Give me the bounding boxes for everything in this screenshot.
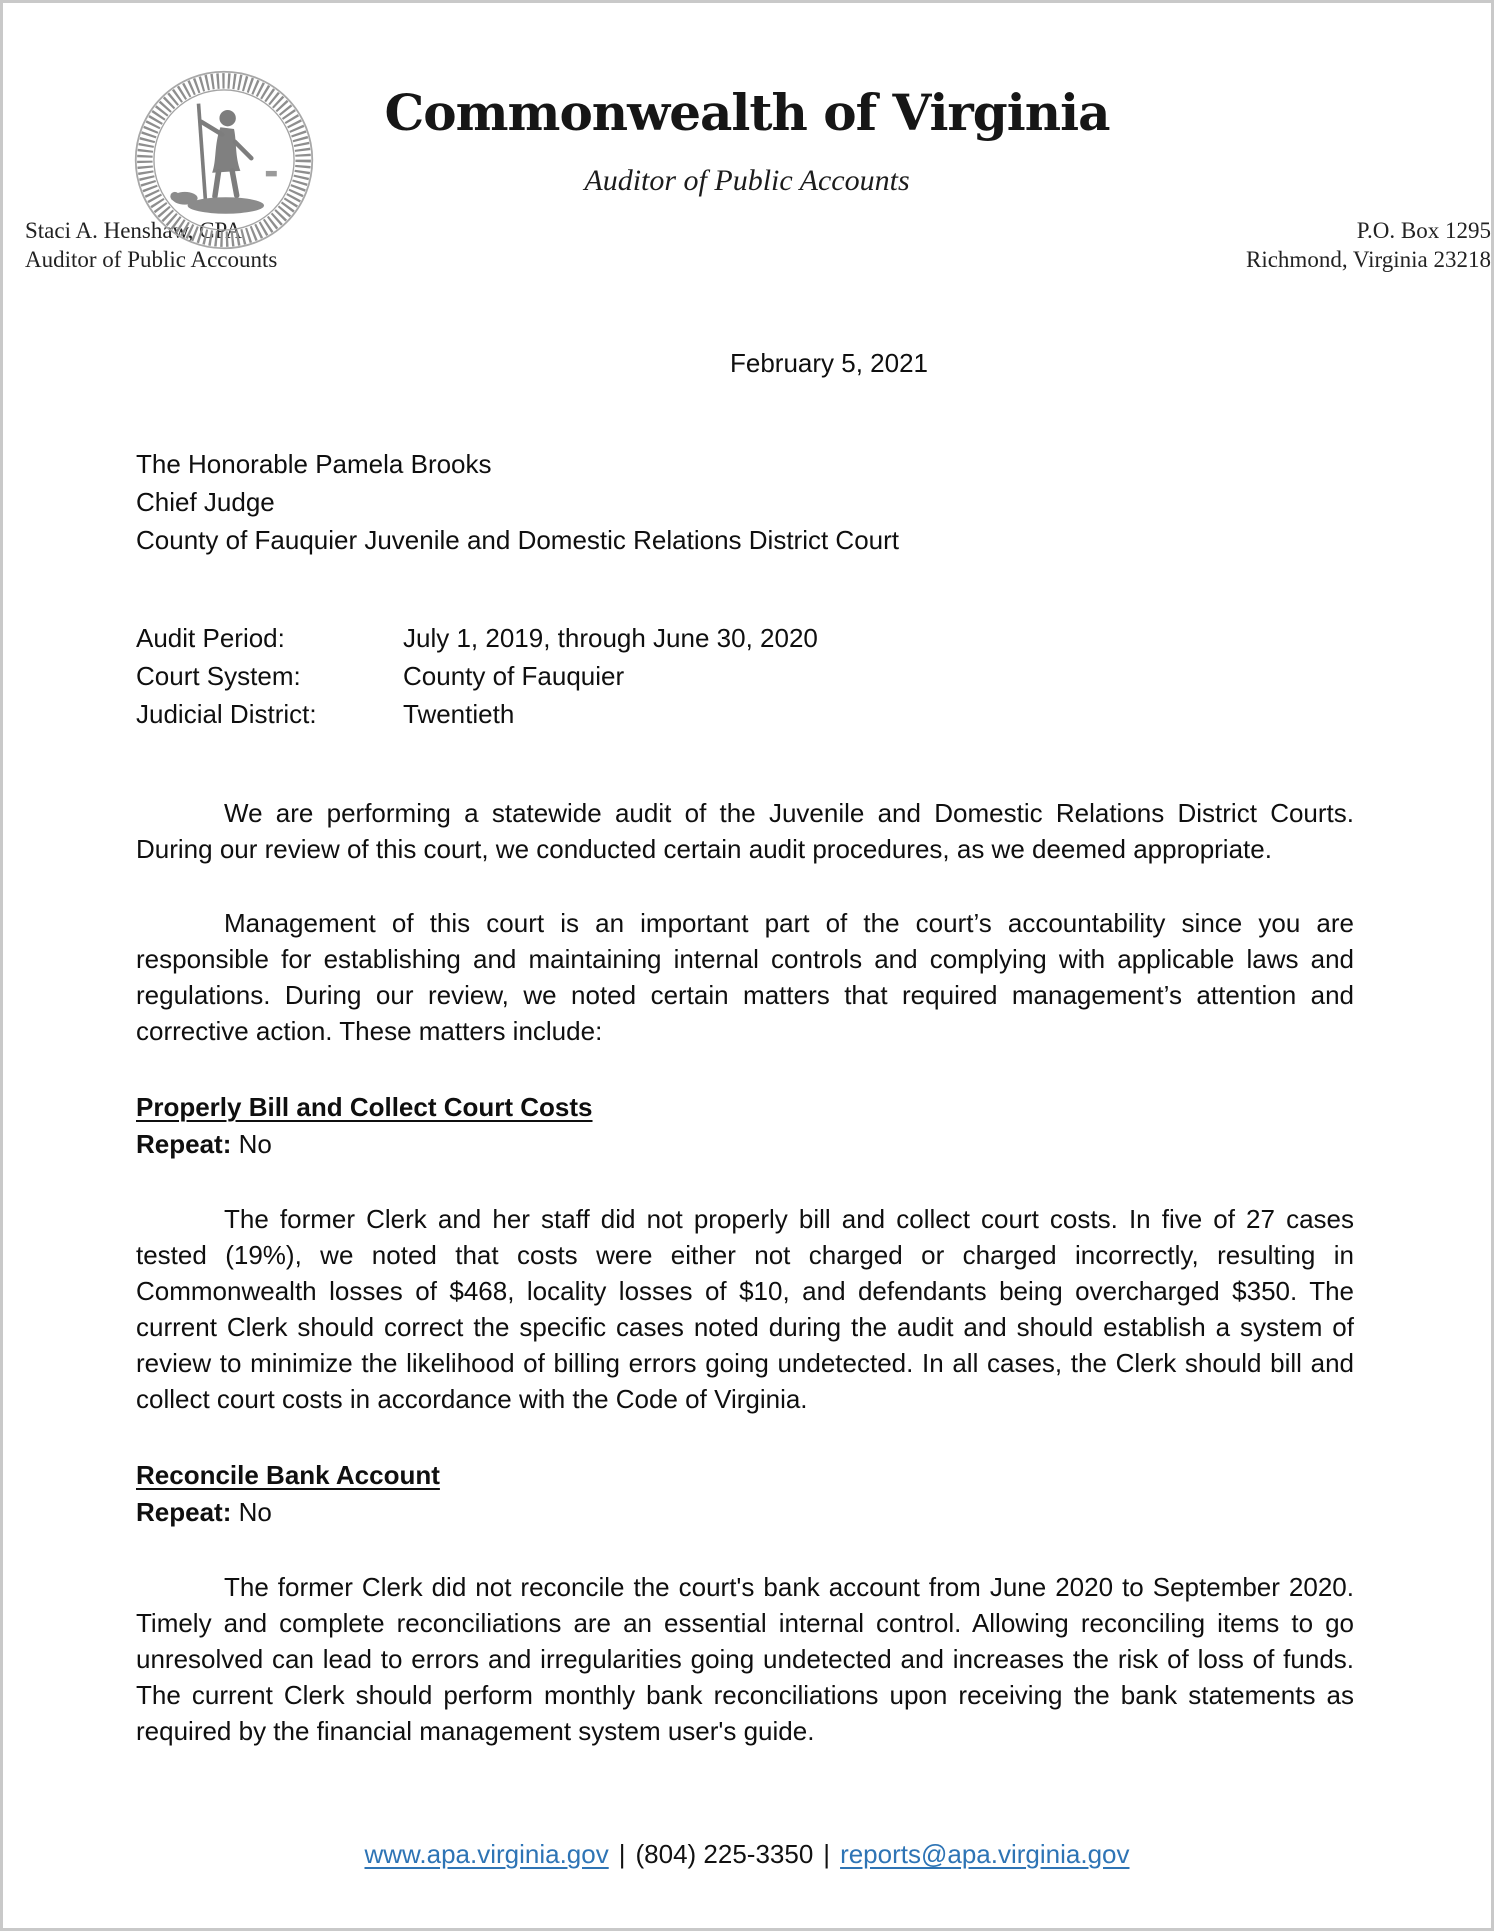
audit-period-row <box>136 619 1354 657</box>
website-link[interactable]: www.apa.virginia.gov <box>364 1839 609 1869</box>
court-system-label: Court System: <box>136 661 301 691</box>
recipient-title: Chief Judge <box>136 487 275 517</box>
letter-footer <box>3 1839 1491 1870</box>
management-paragraph: Management of this court is an important part of the court’s accountability since you are responsible for establishing and maintaining internal controls and complying with applicable laws and regulations. During our review, we noted certain matters that required management’s attention and corrective action. These matters include: <box>136 908 1354 1046</box>
letterhead <box>3 3 1491 274</box>
finding-1-body: The former Clerk and her staff did not properly bill and collect court costs. In five of 27 cases tested (19%), we noted that costs were either not charged or charged incorrectly, resulting in Commonwealth losses of $468, locality losses of $10, and defendants being overcharged $350. The current Clerk should correct the specific cases noted during the audit and should establish a system of review to minimize the likelihood of billing errors going undetected. In all cases, the Clerk should bill and collect court costs in accordance with the Code of Virginia. <box>136 1204 1354 1414</box>
judicial-district-value: Twentieth <box>403 699 515 729</box>
finding-1-repeat-label: Repeat: <box>136 1129 232 1159</box>
address-line-1: P.O. Box 1295 <box>1356 218 1491 243</box>
finding-2-heading: Reconcile Bank Account <box>136 1460 440 1490</box>
email-link[interactable]: reports@apa.virginia.gov <box>840 1839 1130 1869</box>
official-name: Staci A. Henshaw, CPA <box>25 218 242 243</box>
finding-reconcile-bank-account <box>136 1457 1354 1749</box>
judicial-district-row <box>136 695 1354 733</box>
organization-title: Commonwealth of Virginia <box>384 83 1110 142</box>
recipient-block <box>136 445 1354 559</box>
organization-subtitle: Auditor of Public Accounts <box>584 164 910 197</box>
audit-period-value: July 1, 2019, through June 30, 2020 <box>403 623 818 653</box>
audit-period-label: Audit Period: <box>136 623 285 653</box>
footer-separator-2: | <box>823 1839 831 1869</box>
finding-1-heading: Properly Bill and Collect Court Costs <box>136 1092 593 1122</box>
official-title: Auditor of Public Accounts <box>25 247 278 272</box>
intro-paragraph: We are performing a statewide audit of the Juvenile and Domestic Relations District Courts. During our review of this court, we conducted certain audit procedures, as we deemed appropriate. <box>136 798 1354 864</box>
recipient-name: The Honorable Pamela Brooks <box>136 449 492 479</box>
phone-number: (804) 225-3350 <box>635 1839 814 1869</box>
court-system-row <box>136 657 1354 695</box>
virginia-seal-icon <box>133 69 315 251</box>
address-line-2: Richmond, Virginia 23218 <box>1245 247 1491 272</box>
footer-separator-1: | <box>618 1839 626 1869</box>
finding-1-repeat-value: No <box>238 1129 272 1159</box>
court-system-value: County of Fauquier <box>403 661 625 691</box>
judicial-district-label: Judicial District: <box>136 699 317 729</box>
finding-2-body: The former Clerk did not reconcile the court's bank account from June 2020 to September 2020. Timely and complete reconciliations are an essential internal control. Allowing reconciling items to go unresolved can lead to errors and irregularities going undetected and increases the risk of loss of funds. The current Clerk should perform monthly bank reconciliations upon receiving the bank statements as required by the financial management system user's guide. <box>136 1572 1354 1746</box>
finding-2-repeat-label: Repeat: <box>136 1497 232 1527</box>
recipient-court: County of Fauquier Juvenile and Domestic Relations District Court <box>136 525 900 555</box>
finding-2-repeat-value: No <box>238 1497 272 1527</box>
finding-2-repeat <box>136 1493 1354 1531</box>
letter-date: February 5, 2021 <box>729 348 928 378</box>
finding-1-repeat <box>136 1125 1354 1163</box>
audit-info <box>136 619 1354 733</box>
address-block <box>1246 216 1491 274</box>
finding-bill-court-costs <box>136 1089 1354 1417</box>
